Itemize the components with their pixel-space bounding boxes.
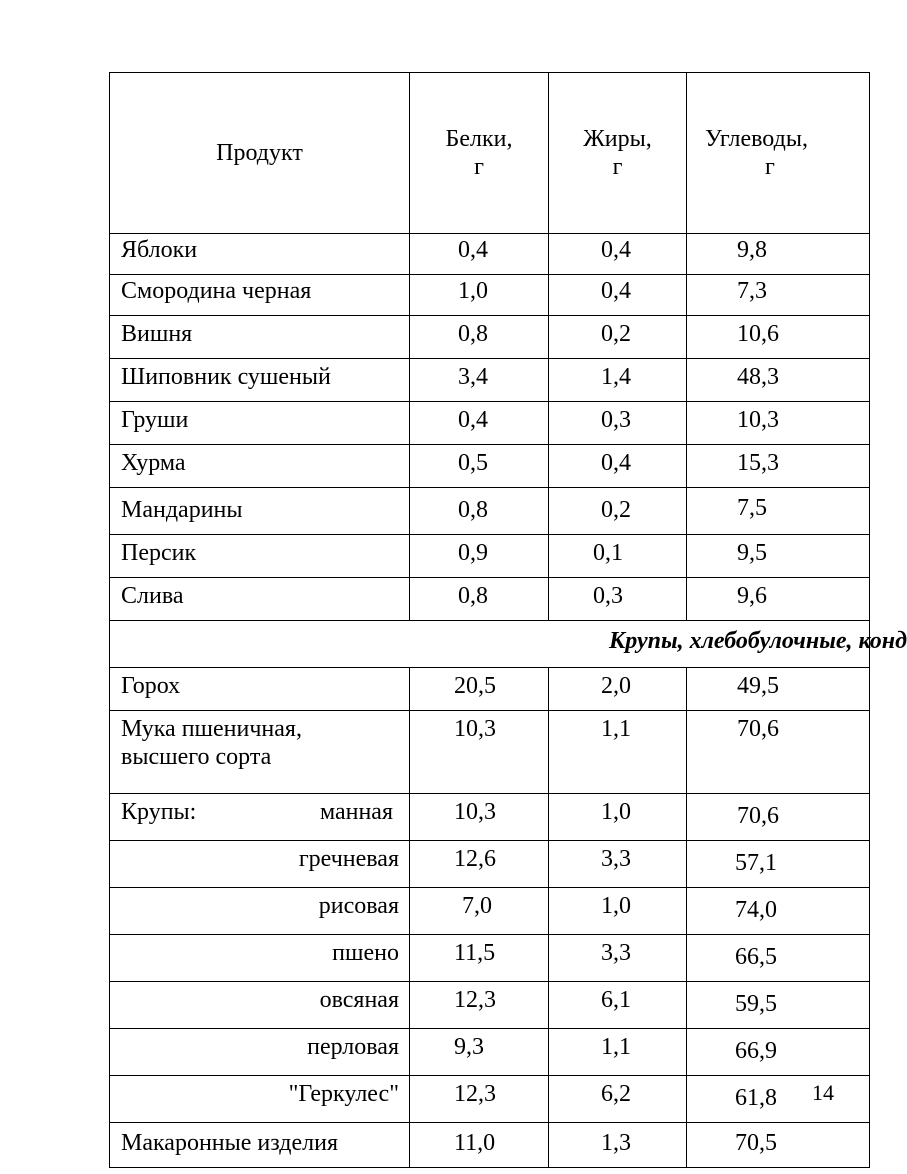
header-fat-label: Жиры, (583, 126, 652, 152)
table-row (110, 982, 870, 1029)
carbs-value: 70,6 (687, 794, 870, 841)
fat-value: 1,3 (549, 1123, 687, 1168)
protein-value: 11,5 (410, 935, 549, 982)
protein-value: 0,8 (410, 578, 549, 621)
table-row (110, 841, 870, 888)
protein-value: 0,4 (410, 402, 549, 445)
fat-value: 0,4 (549, 275, 687, 316)
protein-value: 9,3 (410, 1029, 549, 1076)
carbs-value: 66,5 (687, 935, 870, 982)
protein-value: 0,8 (410, 316, 549, 359)
fat-value: 0,2 (549, 316, 687, 359)
table-row (110, 935, 870, 982)
carbs-value: 48,3 (687, 359, 870, 402)
fat-value: 0,3 (549, 402, 687, 445)
header-fat (549, 73, 687, 234)
header-protein-label: Белки, (445, 126, 513, 152)
product-name: гречневая (110, 841, 410, 888)
fat-value: 1,0 (549, 888, 687, 935)
fat-value: 6,2 (549, 1076, 687, 1123)
product-name (110, 794, 410, 841)
fat-value: 6,1 (549, 982, 687, 1029)
carbs-value: 9,5 (687, 535, 870, 578)
header-protein-unit: г (474, 154, 484, 180)
carbs-value: 7,5 (687, 488, 870, 535)
protein-value: 7,0 (410, 888, 549, 935)
krupy-label: Крупы: (121, 799, 197, 825)
table-row (110, 1029, 870, 1076)
carbs-value: 74,0 (687, 888, 870, 935)
carbs-value: 57,1 (687, 841, 870, 888)
fat-value: 1,1 (549, 1029, 687, 1076)
product-name: Яблоки (110, 234, 410, 275)
product-name (110, 711, 410, 794)
protein-value: 0,9 (410, 535, 549, 578)
carbs-value: 10,3 (687, 402, 870, 445)
protein-value: 12,6 (410, 841, 549, 888)
table-row (110, 234, 870, 275)
header-carbs (687, 73, 870, 234)
carbs-value: 9,6 (687, 578, 870, 621)
product-name: Персик (110, 535, 410, 578)
krupy-type: манная (319, 799, 393, 825)
product-name-line1: Мука пшеничная, (121, 716, 302, 742)
table-row (110, 535, 870, 578)
table-row (110, 578, 870, 621)
section-cell (110, 621, 907, 668)
fat-value: 0,2 (549, 488, 687, 535)
nutrition-table (109, 72, 907, 1168)
table-row (110, 316, 870, 359)
table-row (110, 359, 870, 402)
product-name: Хурма (110, 445, 410, 488)
page-number: 14 (812, 1080, 834, 1105)
header-carbs-label: Углеводы, (705, 126, 808, 152)
product-name: Смородина черная (110, 275, 410, 316)
product-name: Мандарины (110, 488, 410, 535)
product-name: "Геркулес" (110, 1076, 410, 1123)
table-row (110, 275, 870, 316)
header-protein (410, 73, 549, 234)
table-row (110, 1076, 870, 1123)
protein-value: 11,0 (410, 1123, 549, 1168)
table-row (110, 668, 870, 711)
carbs-value: 9,8 (687, 234, 870, 275)
product-name: рисовая (110, 888, 410, 935)
table-row (110, 445, 870, 488)
product-name: Груши (110, 402, 410, 445)
carbs-value: 15,3 (687, 445, 870, 488)
fat-value: 0,1 (549, 535, 687, 578)
protein-value: 1,0 (410, 275, 549, 316)
fat-value: 3,3 (549, 841, 687, 888)
fat-value: 0,4 (549, 445, 687, 488)
table-header-row (110, 73, 870, 234)
carbs-value: 70,6 (687, 711, 870, 794)
product-name: Вишня (110, 316, 410, 359)
carbs-value: 66,9 (687, 1029, 870, 1076)
header-carbs-unit: г (765, 154, 775, 180)
fat-value: 1,1 (549, 711, 687, 794)
section-row (110, 621, 870, 668)
protein-value: 0,4 (410, 234, 549, 275)
protein-value: 3,4 (410, 359, 549, 402)
table-row (110, 711, 870, 794)
protein-value: 0,8 (410, 488, 549, 535)
product-name: пшено (110, 935, 410, 982)
section-title: Крупы, хлебобулочные, конд (609, 628, 907, 654)
carbs-value: 59,5 (687, 982, 870, 1029)
carbs-value: 7,3 (687, 275, 870, 316)
fat-value: 0,4 (549, 234, 687, 275)
fat-value: 0,3 (549, 578, 687, 621)
protein-value: 10,3 (410, 711, 549, 794)
header-fat-unit: г (612, 154, 623, 180)
table-row (110, 794, 870, 841)
product-name: Горох (110, 668, 410, 711)
carbs-value: 10,6 (687, 316, 870, 359)
carbs-value: 49,5 (687, 668, 870, 711)
header-product: Продукт (110, 73, 410, 234)
product-name: Слива (110, 578, 410, 621)
product-name-line2: высшего сорта (121, 744, 272, 770)
protein-value: 12,3 (410, 1076, 549, 1123)
product-name: овсяная (110, 982, 410, 1029)
table-row (110, 888, 870, 935)
carbs-value: 61,8 (687, 1076, 870, 1123)
table-row (110, 488, 870, 535)
fat-value: 2,0 (549, 668, 687, 711)
product-name: Шиповник сушеный (110, 359, 410, 402)
fat-value: 1,4 (549, 359, 687, 402)
protein-value: 20,5 (410, 668, 549, 711)
carbs-value: 70,5 (687, 1123, 870, 1168)
protein-value: 12,3 (410, 982, 549, 1029)
table-row (110, 402, 870, 445)
protein-value: 0,5 (410, 445, 549, 488)
fat-value: 3,3 (549, 935, 687, 982)
protein-value: 10,3 (410, 794, 549, 841)
fat-value: 1,0 (549, 794, 687, 841)
product-name: перловая (110, 1029, 410, 1076)
table-row (110, 1123, 870, 1168)
product-name: Макаронные изделия (110, 1123, 410, 1168)
